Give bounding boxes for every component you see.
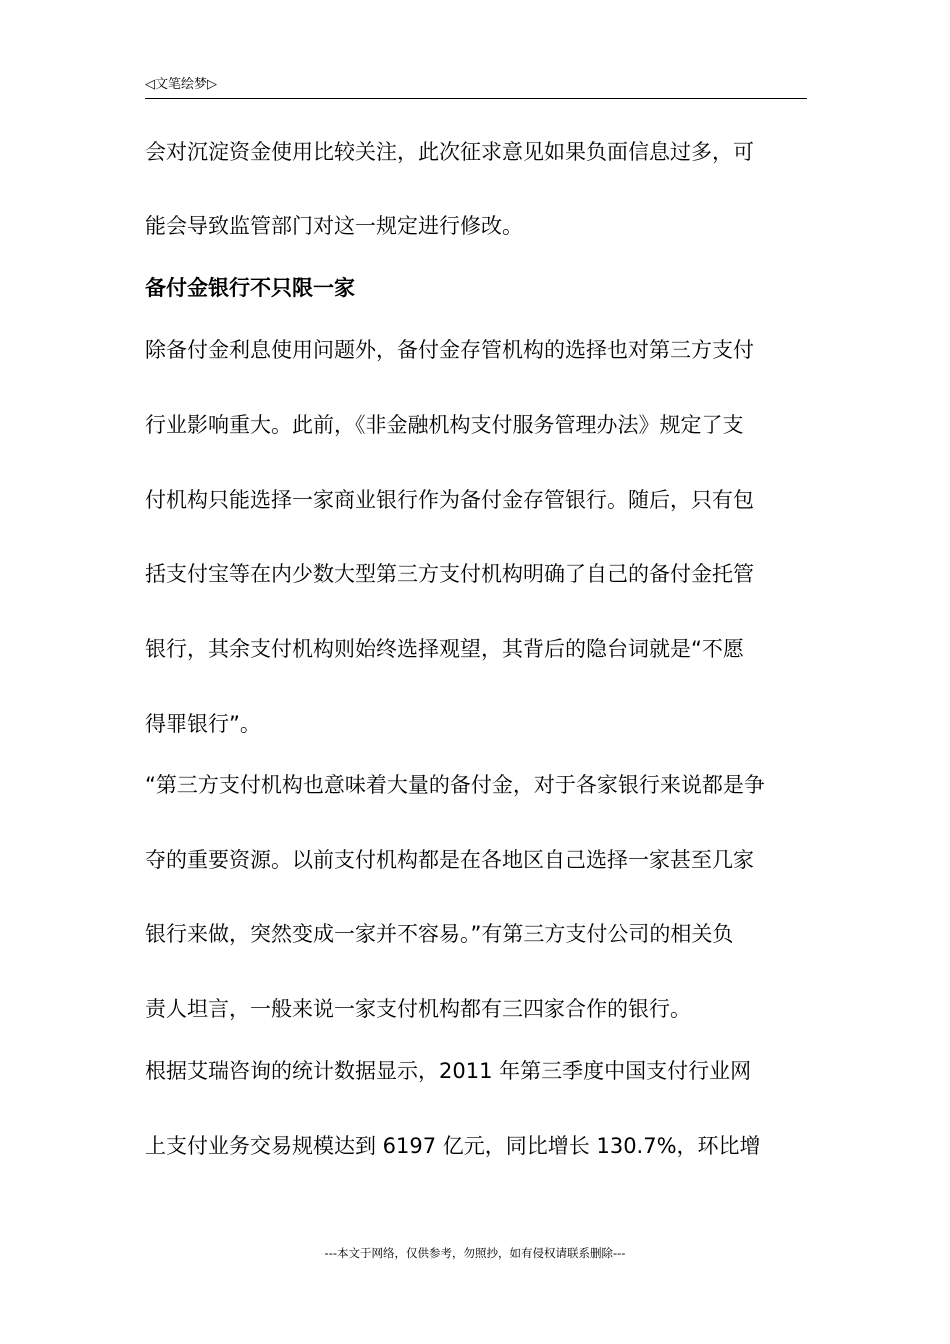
paragraph-line: 括支付宝等在内少数大型第三方支付机构明确了自己的备付金托管 — [145, 562, 754, 586]
paragraph-line: “第三方支付机构也意味着大量的备付金，对于各家银行来说都是争 — [145, 773, 765, 797]
section-heading: 备付金银行不只限一家 — [145, 276, 355, 300]
paragraph-line: 行业影响重大。此前，《非金融机构支付服务管理办法》规定了支 — [145, 413, 744, 437]
paragraph-line: 能会导致监管部门对这一规定进行修改。 — [145, 214, 523, 238]
paragraph-line: 上支付业务交易规模达到 6197 亿元，同比增长 130.7%，环比增 — [145, 1134, 761, 1158]
paragraph-line: 夺的重要资源。以前支付机构都是在各地区自己选择一家甚至几家 — [145, 848, 754, 872]
paragraph-line: 得罪银行”。 — [145, 712, 261, 736]
page-header — [145, 74, 807, 99]
page-footer: ---本文于网络，仅供参考，勿照抄，如有侵权请联系删除--- — [324, 1246, 626, 1260]
header-title: ◁文笔绘梦▷ — [145, 77, 217, 92]
paragraph-line: 会对沉淀资金使用比较关注，此次征求意见如果负面信息过多，可 — [145, 140, 754, 164]
paragraph-line: 根据艾瑞咨询的统计数据显示，2011 年第三季度中国支付行业网 — [145, 1059, 752, 1083]
paragraph-line: 银行，其余支付机构则始终选择观望，其背后的隐台词就是“不愿 — [145, 637, 744, 661]
paragraph-line: 付机构只能选择一家商业银行作为备付金存管银行。随后，只有包 — [145, 488, 754, 512]
paragraph-line: 责人坦言，一般来说一家支付机构都有三四家合作的银行。 — [145, 997, 691, 1021]
paragraph-line: 银行来做，突然变成一家并不容易。”有第三方支付公司的相关负 — [145, 922, 734, 946]
paragraph-line: 除备付金利息使用问题外，备付金存管机构的选择也对第三方支付 — [145, 338, 754, 362]
